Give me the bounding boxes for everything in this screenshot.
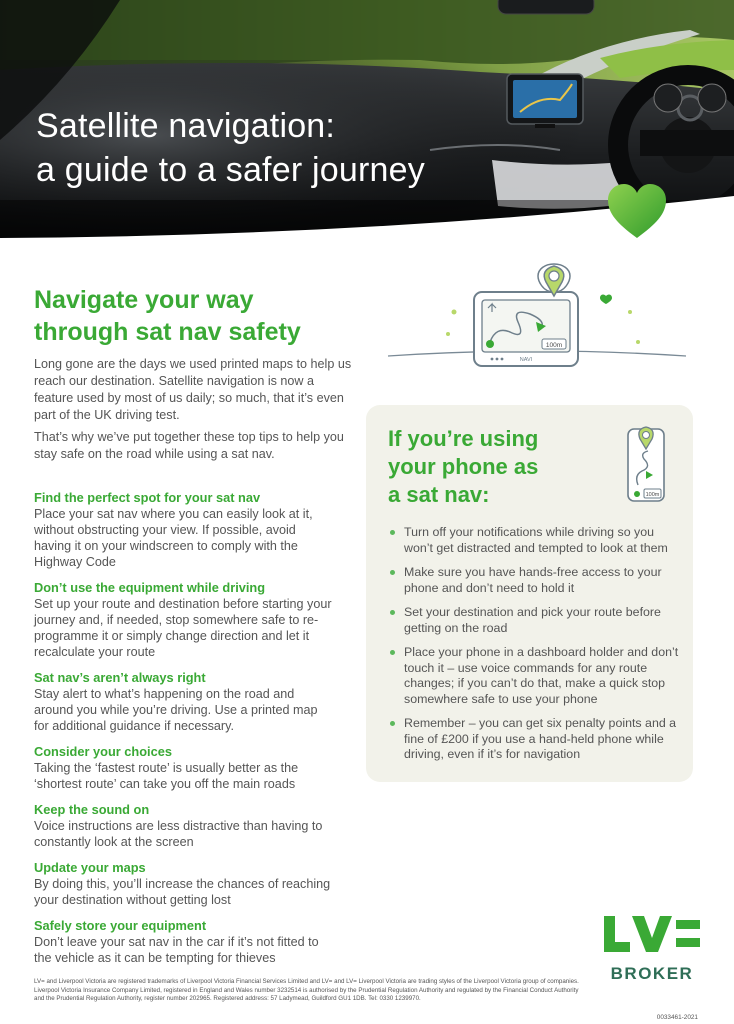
list-item: Set your destination and pick your route before getting on the road xyxy=(390,605,682,636)
tips-list xyxy=(34,490,334,976)
list-item: Make sure you have hands-free access to your phone and don’t need to hold it xyxy=(390,565,682,596)
document-reference: 0033461-2021 xyxy=(656,1014,698,1021)
tip-body: Taking the ‘fastest route’ is usually better as the ‘shortest route’ can take you off the main roads xyxy=(34,761,299,791)
hero-banner xyxy=(0,0,734,250)
list-item: Turn off your notifications while driving so you won’t get distracted and tempted to look at them xyxy=(390,525,682,556)
panel-heading-line-2: your phone as xyxy=(388,454,539,479)
intro-paragraph: Long gone are the days we used printed maps to help us reach our destination. Satellite navigation is now a feature used by most of us daily; so much, that it’s even part of the UK driving test. xyxy=(34,357,352,422)
tip-item xyxy=(34,490,334,570)
legal-line-3: and the Prudential Regulation Authority, register number 202965. Registered address: 57 Ladymead, Guildford GU1 1DB. Tel: 0330 1239970. xyxy=(34,995,421,1003)
panel-heading xyxy=(388,425,588,509)
page-title-line-2: a guide to a safer journey xyxy=(36,151,425,189)
phone-tips-panel xyxy=(366,405,693,782)
tip-title: Consider your choices xyxy=(34,744,172,759)
tip-item xyxy=(34,918,334,966)
tip-title: Update your maps xyxy=(34,860,146,875)
tip-title: Sat nav’s aren’t always right xyxy=(34,670,206,685)
section-heading-line-1: Navigate your way xyxy=(34,286,254,314)
legal-line-1: LV= and Liverpool Victoria are registered trademarks of Liverpool Victoria Financial Services Limited and LV= and LV= Liverpool Victoria are trading styles of the Liverpool Victoria group of companies. xyxy=(34,978,579,985)
tip-title: Keep the sound on xyxy=(34,802,150,817)
page-title-line-1: Satellite navigation: xyxy=(36,107,336,145)
phone-distance-label: 100m xyxy=(645,492,660,498)
tip-body: By doing this, you’ll increase the chances of reaching your destination without getting lost xyxy=(34,877,331,907)
panel-heading-line-1: If you’re using xyxy=(388,426,539,451)
tip-item xyxy=(34,802,334,850)
tip-item xyxy=(34,860,334,908)
section-heading xyxy=(34,284,364,348)
tip-body: Place your sat nav where you can easily look at it, without obstructing your view. If possible, avoid having it on your windscreen to comply with the Highway Code xyxy=(34,507,313,569)
start-dot-icon xyxy=(486,340,494,348)
section-heading-line-2: through sat nav safety xyxy=(34,318,301,346)
tip-title: Find the perfect spot for your sat nav xyxy=(34,490,261,505)
tip-body: Stay alert to what’s happening on the road and around you while you’re driving. Use a printed map for additional guidance if necessary. xyxy=(34,687,318,733)
tip-body: Set up your route and destination before starting your journey and, if needed, stop somewhere safe to re-programme it or simply change direction and let it recalculate your route xyxy=(34,597,332,659)
tip-body: Voice instructions are less distractive than having to constantly look at the screen xyxy=(34,819,323,849)
broker-wordmark: BROKER xyxy=(610,964,694,983)
tip-item xyxy=(34,580,334,660)
phone-tips-list xyxy=(390,525,682,772)
dot-icon xyxy=(452,310,457,315)
small-heart-icon xyxy=(600,295,612,304)
list-item: Remember – you can get six penalty points and a fine of £200 if you use a hand-held phone while driving, even if it’s for navigation xyxy=(390,716,682,763)
panel-heading-line-3: a sat nav: xyxy=(388,482,490,507)
device-label: NAVI xyxy=(519,357,533,363)
legal-line-2: Liverpool Victoria Insurance Company Limited, registered in England and Wales number 3232514 is authorised by the Prudential Regulation Authority and regulated by the Financial Conduct Authority xyxy=(34,986,579,994)
tip-item xyxy=(34,744,334,792)
intro-paragraph-2: That’s why we’ve put together these top tips to help you stay safe on the road while using a sat nav. xyxy=(34,430,344,461)
phone-icon xyxy=(624,425,668,505)
heart-icon xyxy=(606,182,668,240)
tip-item xyxy=(34,670,334,734)
list-item: Place your phone in a dashboard holder and don’t touch it – use voice commands for any route changes; if you can’t do that, make a quick stop somewhere safe to use your phone xyxy=(390,645,682,707)
tip-title: Don’t use the equipment while driving xyxy=(34,580,266,595)
dot-icon xyxy=(636,340,640,344)
tip-title: Safely store your equipment xyxy=(34,918,207,933)
dot-icon xyxy=(628,310,632,314)
tip-body: Don’t leave your sat nav in the car if it’s not fitted to the vehicle as it can be tempting for thieves xyxy=(34,935,319,965)
distance-label: 100m xyxy=(545,342,563,349)
lv-logo-mark xyxy=(602,916,702,960)
lv-broker-logo xyxy=(602,916,702,983)
legal-notice xyxy=(34,978,700,1004)
page-title xyxy=(36,104,496,192)
dot-icon xyxy=(446,332,450,336)
sat-nav-illustration xyxy=(386,262,696,382)
